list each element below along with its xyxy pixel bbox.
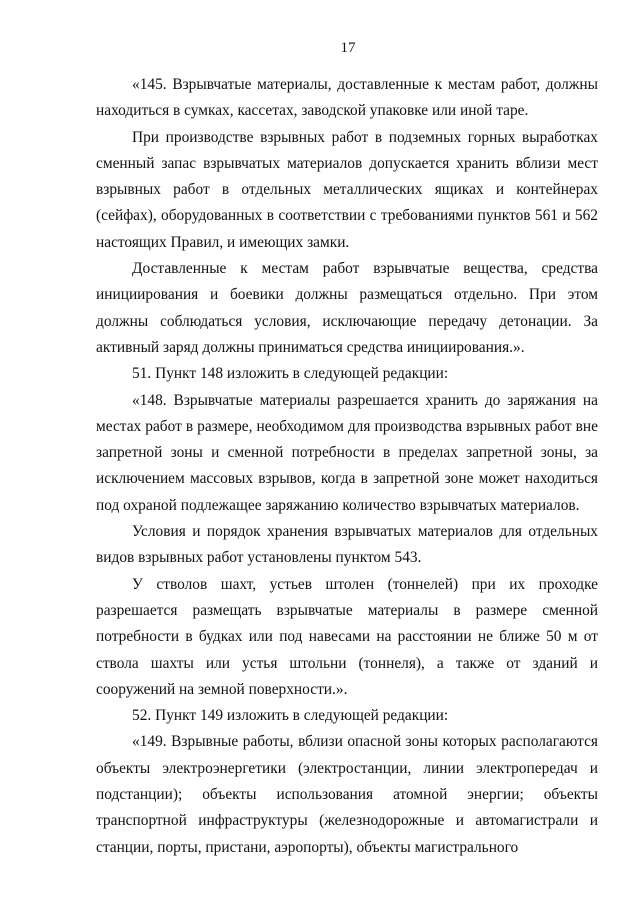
- paragraph-148: «148. Взрывчатые материалы разрешается хранить до заряжания на местах работ в размере, необходимом для производства взрывных работ вне запретной зоны и сменной потребности в пределах запретной зоны, за исключением массовых взрывов, когда в запретной зоне может находиться под охраной подлежащее заряжанию количество взрывчатых материалов.: [96, 391, 598, 514]
- paragraph-storage-underground: При производстве взрывных работ в подземных горных выработках сменный запас взрывчатых материалов допускается хранить вблизи мест взрывных работ в отдельных металлических ящиках и контейнерах (сейфах), оборудованных в соответствии с требованиями пунктов 561 и 562 настоящих Правил, и имеющих замки.: [96, 128, 598, 251]
- document-body: [96, 72, 598, 861]
- paragraph-item-51: 51. Пункт 148 изложить в следующей редакции:: [132, 365, 449, 383]
- paragraph-145: «145. Взрывчатые материалы, доставленные к местам работ, должны находиться в сумках, кассетах, заводской упаковке или иной таре.: [96, 76, 598, 120]
- paragraph-shaft-storage: У стволов шахт, устьев штолен (тоннелей) при их проходке разрешается размещать взрывчатые материалы в размере сменной потребности в будках или под навесами на расстоянии не ближе 50 м от ствола шахты или устья штольни (тоннеля), а также от зданий и сооружений на земной поверхности.».: [96, 575, 598, 698]
- paragraph-149: «149. Взрывные работы, вблизи опасной зоны которых располагаются объекты электроэнергетики (электростанции, линии электропередач и подстанции); объекты использования атомной энергии; объекты транспортной инфраструктуры (железнодорожные и автомагистрали и станции, порты, пристани, аэропорты), объекты магистрального: [96, 733, 598, 856]
- paragraph-item-52: 52. Пункт 149 изложить в следующей редакции:: [132, 707, 449, 725]
- page-number: 17: [340, 40, 356, 56]
- paragraph-storage-conditions: Условия и порядок хранения взрывчатых материалов для отдельных видов взрывных работ установлены пунктом 543.: [96, 523, 598, 567]
- paragraph-separate-placement: Доставленные к местам работ взрывчатые вещества, средства инициирования и боевики должны размещаться отдельно. При этом должны соблюдаться условия, исключающие передачу детонации. За активный заряд должны приниматься средства инициирования.».: [96, 260, 598, 356]
